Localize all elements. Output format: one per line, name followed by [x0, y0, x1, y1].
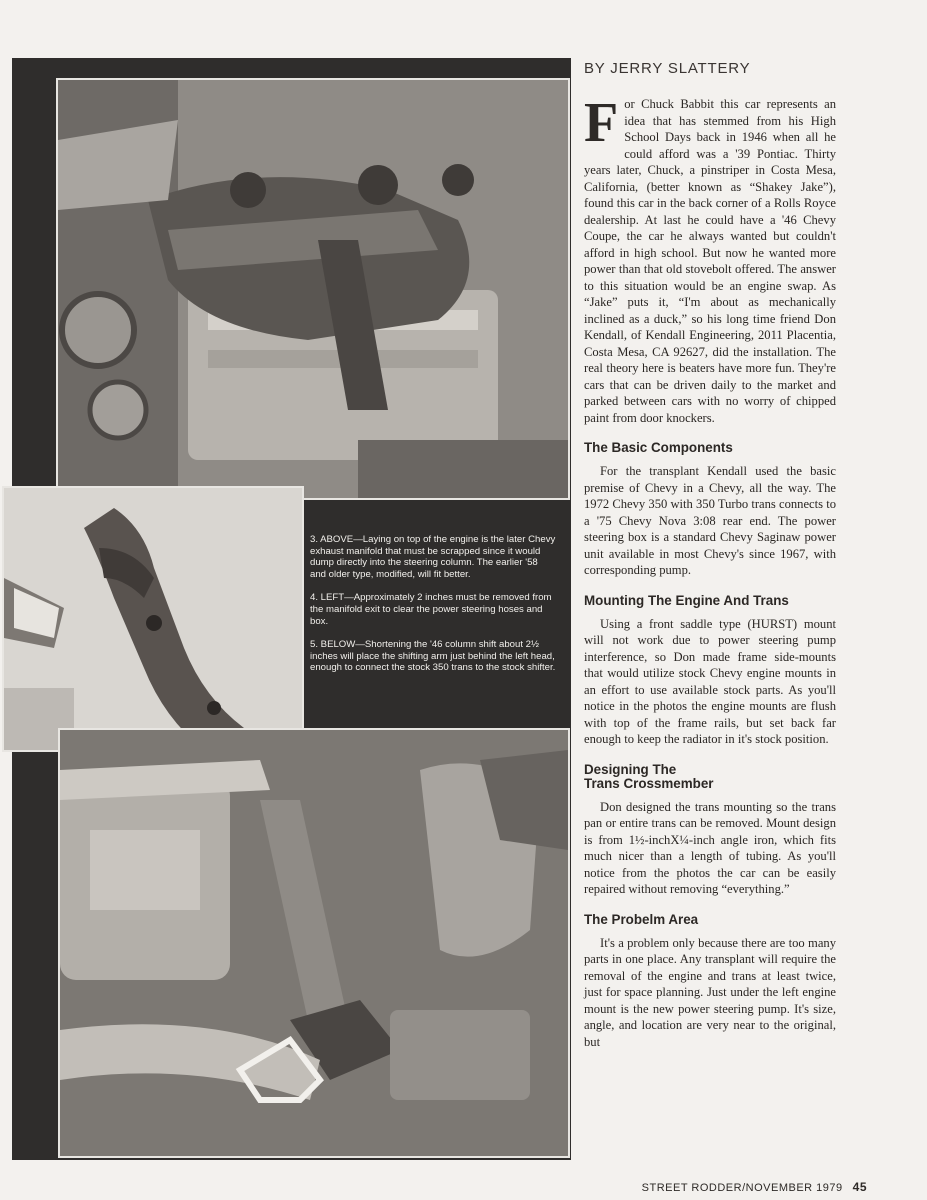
section-paragraph: It's a problem only because there are too many parts in one place. Any transplant will require the removal of the engine and trans at least twice, just for space planning. Just under the left engine mount is the new power steering pump. It's size, angle, and location are very near to the original, but [584, 935, 836, 1049]
drop-cap: F [584, 92, 619, 154]
section-heading: The Probelm Area [584, 911, 699, 927]
section-paragraph: Using a front saddle type (HURST) mount will not work due to power steering pump interference, so Don made frame side-mounts that would utilize stock Chevy engine mounts in an effort to use available stock parts. As you'll notice in the photos the engine mounts are flush with top of the frame rails, but set back far enough to keep the radiator in it's stock position. [584, 616, 836, 746]
caption-4: 4. LEFT—Approximately 2 inches must be removed from the manifold exit to clear the power steering hoses and box. [310, 592, 552, 627]
section-heading-line: Trans Crossmember [584, 775, 714, 791]
section-paragraph: Don designed the trans mounting so the trans pan or entire trans can be removed. Mount design is from 1½-inchX¼-inch angle iron, which fits much nicer than a length of tubing. As you'll notice from the photos the car can be easily repaired without removing “everything.” [584, 799, 836, 896]
publication-name: STREET RODDER/NOVEMBER 1979 [641, 1182, 843, 1194]
photo-manifold-exit [2, 486, 304, 752]
page-number: 45 [852, 1180, 867, 1194]
photo-column-shift [58, 728, 570, 1158]
section-heading [584, 763, 836, 791]
photo-captions [310, 534, 556, 686]
photo-column [12, 58, 571, 1160]
byline: BY JERRY SLATTERY [584, 60, 751, 77]
intro-paragraph [584, 92, 836, 426]
section-heading-line: Designing The [584, 761, 677, 777]
page-footer [642, 1180, 867, 1194]
article-body [584, 92, 836, 1050]
section-paragraph: For the transplant Kendall used the basic premise of Chevy in a Chevy, all the way. The 1972 Chevy 350 with 350 Turbo trans connects to a '75 Chevy Nova 3:08 rear end. The power steering box is a standard Chevy Saginaw power unit available in most Chevy's since 1967, with corresponding pump. [584, 464, 836, 577]
section-heading: The Basic Components [584, 440, 733, 455]
caption-3: 3. ABOVE—Laying on top of the engine is the later Chevy exhaust manifold that must be scrapped since it would dump directly into the steering column. The earlier '58 and older type, modified, will fit better. [310, 534, 556, 580]
photo-engine-manifold [56, 78, 570, 500]
intro-text: or Chuck Babbit this car represents an idea that has stemmed from his High School Days back in 1946 when all he could afford was a '39 Pontiac. Thirty years later, Chuck, a pinstriper in Costa Mesa, California, (better known as “Shakey Jake”), found this car in the back corner of a Rolls Royce dealership. At last he could have a '46 Chevy Coupe, the car he always wanted but couldn't afford in high school. But now he wanted more power than that old stovebolt offered. The answer to this situation would be an engine swap. As “Jake” puts it, “I'm about as mechanically inclined as a duck,” so his long time friend Don Kendall, of Kendall Engineering, 2011 Placentia, Costa Mesa, CA 92627, did the installation. The real theory here is beaters have more fun. They're cars that can be driven daily to the market and parked between cars with no worry of chipped paint from door knockers. [584, 97, 836, 425]
caption-5: 5. BELOW—Shortening the '46 column shift about 2½ inches will place the shifting arm just behind the left head, enough to connect the stock 350 trans to the stock shifter. [310, 639, 556, 674]
section-heading: Mounting The Engine And Trans [584, 592, 789, 608]
